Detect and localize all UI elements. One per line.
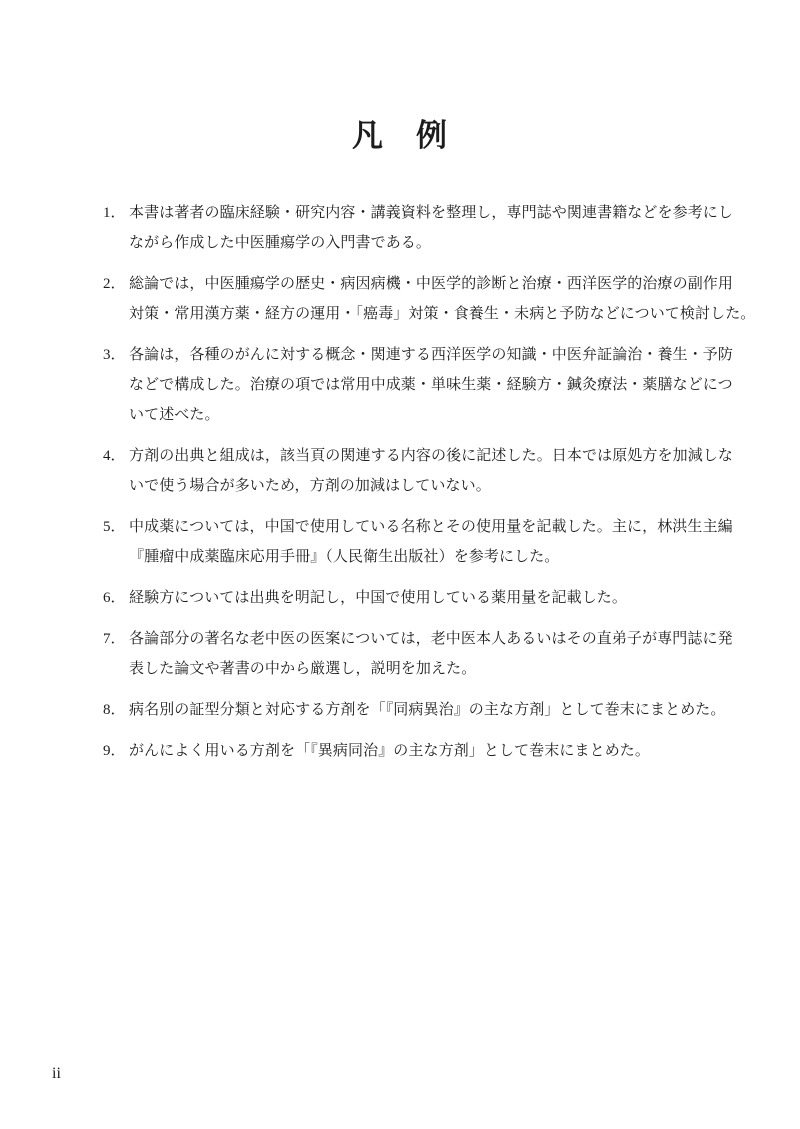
note-line: などで構成した。治療の項では常用中成薬・単味生薬・経験方・鍼灸療法・薬膳などにつ	[129, 377, 733, 393]
note-text	[129, 340, 733, 430]
note-line: 経験方については出典を明記し，中国で使用している薬用量を記載した。	[129, 590, 628, 606]
page-title: 凡 例	[352, 118, 448, 153]
note-number: 9．	[103, 743, 126, 759]
note-item	[103, 736, 728, 766]
note-item	[103, 269, 756, 329]
note-line: 方剤の出典と組成は，該当頁の関連する内容の後に記述した。日本では原処方を加減しな	[129, 448, 734, 464]
note-line: 『腫瘤中成薬臨床応用手冊』（人民衛生出版社）を参考にした。	[129, 549, 560, 565]
note-text	[129, 695, 728, 725]
note-item	[103, 695, 728, 725]
note-line: 各論部分の著名な老中医の医案については，老中医本人あるいはその直弟子が専門誌に発	[129, 631, 733, 647]
note-text	[129, 269, 755, 329]
note-item	[103, 441, 734, 501]
note-line: いで使う場合が多いため，方剤の加減はしていない。	[129, 478, 491, 494]
note-number: 6．	[103, 590, 126, 606]
note-number: 3．	[103, 347, 126, 363]
note-line: 中成薬については，中国で使用している名称とその使用量を記載した。主に，林洪生主編	[129, 519, 733, 535]
note-text	[129, 512, 733, 572]
note-line: 総論では，中医腫瘍学の歴史・病因病機・中医学的診断と治療・西洋医学的治療の副作用	[129, 276, 734, 292]
note-item	[103, 583, 728, 613]
page-number: ii	[52, 1065, 61, 1082]
note-number: 4．	[103, 448, 126, 464]
note-text	[129, 736, 728, 766]
note-text	[129, 441, 733, 501]
note-text	[129, 624, 733, 684]
note-line: 本書は著者の臨床経験・研究内容・講義資料を整理し，専門誌や関連書籍などを参考にし	[129, 205, 734, 221]
note-item	[103, 198, 734, 258]
note-line: 各論は，各種のがんに対する概念・関連する西洋医学の知識・中医弁証論治・養生・予防	[129, 347, 734, 363]
note-line: いて述べた。	[129, 407, 220, 423]
note-number: 8．	[103, 702, 126, 718]
note-line: ながら作成した中医腫瘍学の入門書である。	[129, 235, 432, 251]
note-number: 7．	[103, 631, 126, 647]
note-line: がんによく用いる方剤を「『異病同治』の主な方剤」として巻末にまとめた。	[129, 743, 651, 759]
note-text	[129, 583, 728, 613]
note-line: 対策・常用漢方薬・経方の運用・「癌毒」対策・食養生・未病と予防などについて検討した。	[129, 306, 756, 322]
note-text	[129, 198, 733, 258]
note-line: 病名別の証型分類と対応する方剤を「『同病異治』の主な方剤」として巻末にまとめた。	[129, 702, 726, 718]
note-number: 2．	[103, 276, 126, 292]
note-item	[103, 624, 733, 684]
notes-list	[103, 198, 756, 777]
note-item	[103, 340, 734, 430]
note-line: 表した論文や著書の中から厳選し，説明を加えた。	[129, 661, 477, 677]
note-item	[103, 512, 733, 572]
note-number: 5．	[103, 519, 126, 535]
note-number: 1．	[103, 205, 126, 221]
